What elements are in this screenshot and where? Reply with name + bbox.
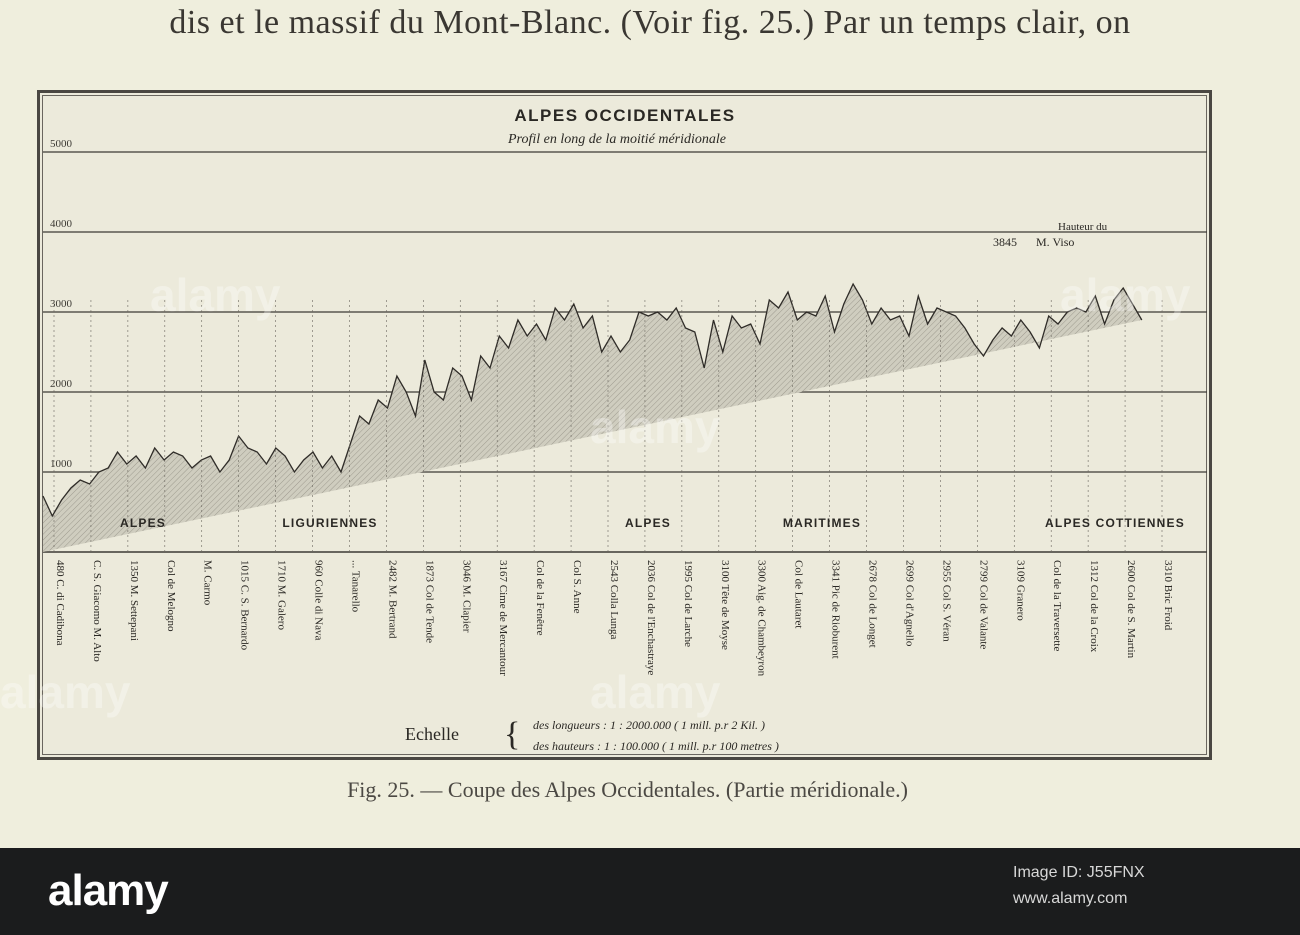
peak-label: 3300 Aig. de Chambeyron [755, 560, 768, 677]
peak-label: C. S. Giacomo M. Alto [90, 560, 103, 662]
peak-label: Col de la Fenêtre [534, 560, 547, 636]
peak-label: Col S. Anne [571, 560, 584, 614]
peak-label: 1873 Col de Tende [423, 560, 436, 644]
peak-label: 2699 Col d'Agnello [903, 560, 916, 647]
peak-label: 960 Colle di Nava [312, 560, 325, 641]
book-text-line: dis et le massif du Mont-Blanc. (Voir fig. 25.) Par un temps clair, on [169, 4, 1131, 41]
region-label: LIGURIENNES [282, 516, 378, 530]
region-label: MARITIMES [782, 516, 862, 530]
chart-title: ALPES OCCIDENTALES [514, 106, 736, 125]
stock-url-text: www.alamy.com [1013, 890, 1128, 907]
y-tick-label: 2000 [50, 378, 72, 390]
peak-label: 1015 C. S. Bernardo [238, 560, 251, 651]
viso-annotation-label: M. Viso [1036, 235, 1075, 249]
peak-label: Col de la Traversette [1051, 560, 1064, 652]
figure-caption: Fig. 25. — Coupe des Alpes Occidentales. (Partie méridionale.) [347, 777, 908, 802]
y-tick-label: 3000 [50, 298, 72, 310]
peak-label: 3310 Bric Froid [1162, 560, 1174, 631]
watermark-text: alamy [1060, 269, 1191, 321]
watermark-text: alamy [590, 401, 721, 453]
peak-label: 3167 Cime de Mercantour [497, 560, 510, 676]
peak-label: 2600 Col de S. Martin [1125, 560, 1138, 659]
region-label: ALPES [624, 516, 672, 530]
peak-label: 480 C. di Cadibona [54, 560, 66, 646]
watermark-text: alamy [0, 666, 131, 718]
image-id-text: Image ID: J55FNX [1013, 864, 1145, 881]
y-tick-label: 1000 [50, 458, 72, 470]
viso-annotation-value: 3845 [993, 235, 1017, 249]
y-tick-label: 5000 [50, 138, 72, 150]
watermark-text: alamy [150, 269, 281, 321]
scale-line-1: des longueurs : 1 : 2000.000 ( 1 mill. p.r 2 Kil. ) [533, 718, 765, 732]
watermark-text: alamy [590, 666, 721, 718]
peak-label: 2799 Col de Valante [977, 560, 990, 650]
peak-label: Col de Melogno [164, 560, 177, 632]
peak-label: 2036 Col de l'Enchastraye [644, 560, 657, 676]
y-tick-label: 4000 [50, 218, 72, 230]
peak-label: 3100 Tête de Moyse [718, 560, 731, 650]
peak-label: 3341 Pic de Rioburent [829, 560, 842, 659]
peak-label: 3109 Granero [1014, 560, 1027, 621]
scale-label: Echelle [405, 724, 459, 744]
peak-label: 1710 M. Galero [275, 560, 288, 630]
peak-label: M. Carmo [201, 560, 214, 606]
peak-label: 3046 M. Clapier [460, 560, 473, 633]
chart-subtitle: Profil en long de la moitié méridionale [507, 132, 727, 147]
peak-label: 1995 Col de Larche [681, 560, 694, 648]
peak-label: 2482 M. Bertrand [386, 560, 399, 639]
profile-area [43, 284, 1142, 552]
scale-line-2: des hauteurs : 1 : 100.000 ( 1 mill. p.r 100 metres ) [533, 739, 779, 753]
peak-label: 2955 Col S. Véran [940, 560, 953, 642]
region-label: ALPES [119, 516, 167, 530]
alamy-logo: alamy [48, 866, 168, 915]
peak-label: 2543 Colla Lunga [608, 560, 620, 640]
peak-label: 1350 M. Settepani [127, 560, 140, 641]
region-label: ALPES COTTIENNES [1045, 516, 1185, 530]
peak-label: Col de Lautaret [792, 560, 805, 629]
peak-label: 2678 Col de Longet [866, 560, 879, 648]
scale-brace: { [504, 716, 521, 753]
peak-label: 1312 Col de la Croix [1088, 560, 1101, 653]
peak-label: ... Tanarello [349, 560, 362, 613]
viso-annotation-line1: Hauteur du [1058, 221, 1108, 233]
